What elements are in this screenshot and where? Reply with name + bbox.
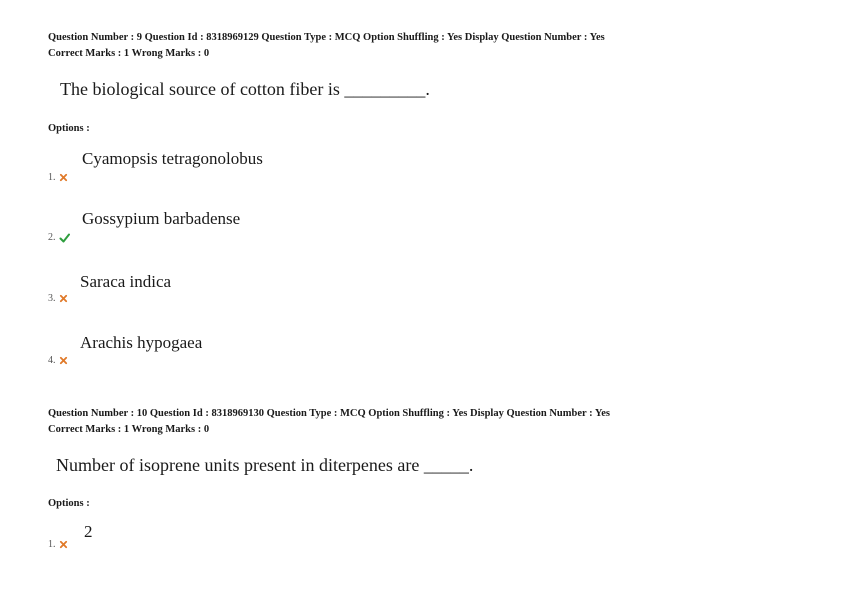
cross-icon <box>59 540 68 549</box>
question-9-option-2-number <box>48 232 70 243</box>
question-10-option-1-text: 2 <box>84 522 93 541</box>
question-10-meta-line2: Correct Marks : 1 Wrong Marks : 0 <box>48 424 210 435</box>
question-9-option-3-text: Saraca indica <box>80 272 172 291</box>
question-9-text: The biological source of cotton fiber is _________. <box>60 79 430 99</box>
question-9-option-2-text: Gossypium barbadense <box>82 209 241 228</box>
option-number: 1. <box>48 539 56 550</box>
question-10-option-1-number <box>48 539 68 550</box>
question-10-text: Number of isoprene units present in diterpenes are _____. <box>56 455 474 475</box>
cross-icon <box>59 356 68 365</box>
question-9-option-4-number <box>48 355 68 366</box>
question-9-option-1-text: Cyamopsis tetragonolobus <box>82 149 263 168</box>
question-9-meta-line1: Question Number : 9 Question Id : 8318969129 Question Type : MCQ Option Shuffling : Yes Display Question Number : Yes <box>48 32 605 43</box>
question-9-option-1-number <box>48 172 68 183</box>
question-9-options-label: Options : <box>48 123 90 134</box>
option-number: 4. <box>48 355 56 366</box>
question-9-option-3-number <box>48 293 68 304</box>
check-icon <box>59 233 70 243</box>
option-number: 3. <box>48 293 56 304</box>
cross-icon <box>59 173 68 182</box>
question-10-meta-line1: Question Number : 10 Question Id : 8318969130 Question Type : MCQ Option Shuffling : Yes Display Question Number : Yes <box>48 408 611 419</box>
question-9-option-4-text: Arachis hypogaea <box>80 333 203 352</box>
question-9-meta-line2: Correct Marks : 1 Wrong Marks : 0 <box>48 48 210 59</box>
cross-icon <box>59 294 68 303</box>
option-number: 2. <box>48 232 56 243</box>
option-number: 1. <box>48 172 56 183</box>
question-10-options-label: Options : <box>48 498 90 509</box>
